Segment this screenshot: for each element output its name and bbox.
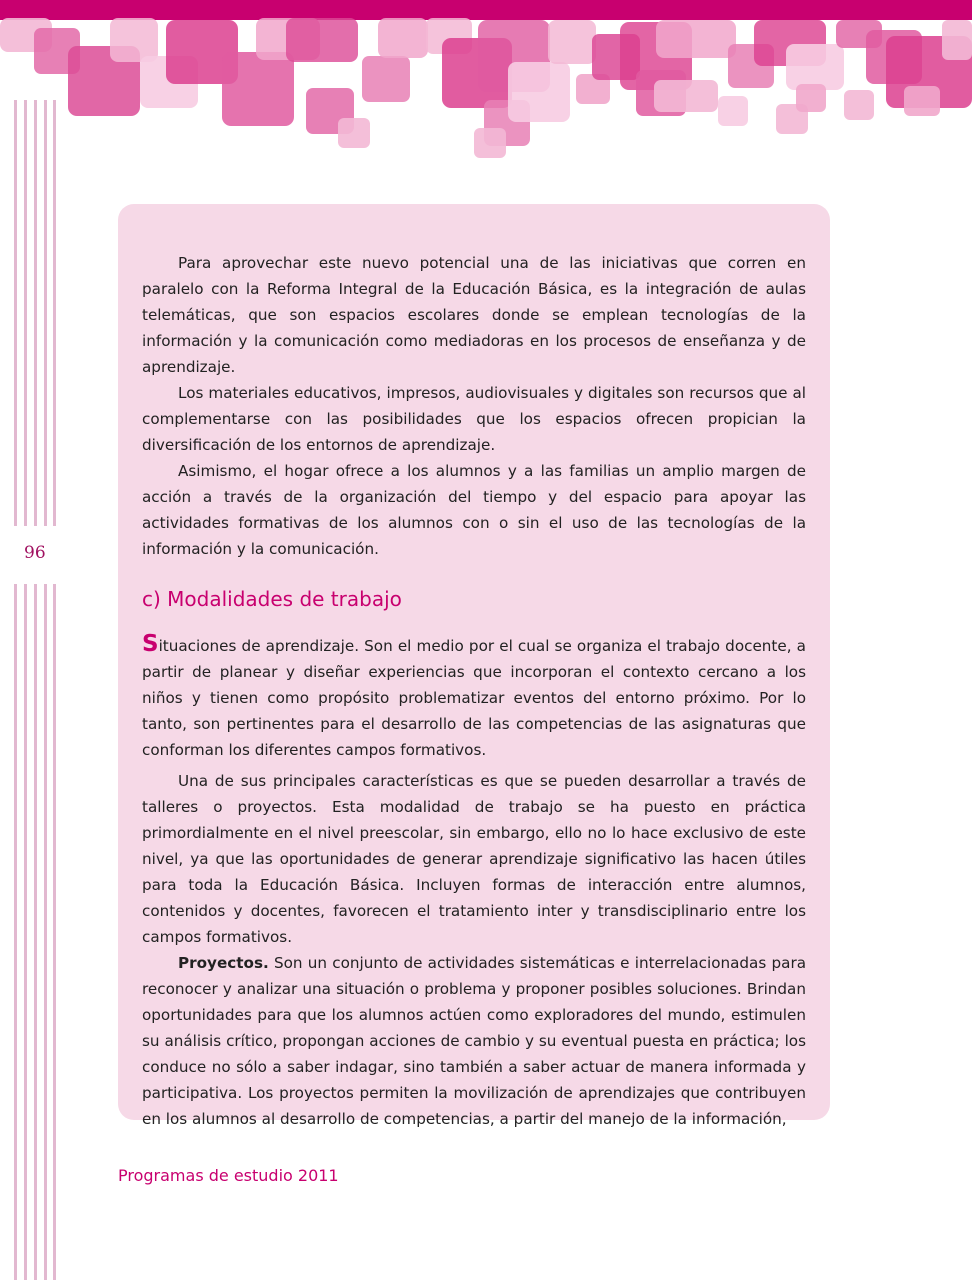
margin-stripe [34, 100, 37, 1280]
paragraph-situaciones-text: ituaciones de aprendizaje. Son el medio por el cual se organiza el trabajo docente, a partir de planear y diseñar experiencias que incorporan el contexto cercano a los niños y tienen como propósito problematizar eventos del entorno próximo. Por lo tanto, son pertinentes para el desarrollo de las competencias de las asignaturas que conforman los diferentes campos formativos. [142, 637, 806, 759]
margin-stripe [14, 100, 17, 1280]
term-proyectos: Proyectos. [178, 954, 269, 972]
paragraph-situaciones [142, 631, 806, 763]
decorative-squares-banner [0, 0, 972, 170]
drop-cap: S [142, 631, 159, 657]
margin-stripe [53, 100, 56, 1280]
margin-stripe [44, 100, 47, 1280]
margin-stripe [24, 100, 27, 1280]
paragraph-hogar: Asimismo, el hogar ofrece a los alumnos y a las familias un amplio margen de acción a través de la organización del tiempo y del espacio para apoyar las actividades formativas de los alumnos con o sin el uso de las tecnologías de la información y la comunicación. [142, 462, 806, 558]
paragraph-aulas-telematicas: Para aprovechar este nuevo potencial una de las iniciativas que corren en paralelo con la Reforma Integral de la Educación Básica, es la integración de aulas telemáticas, que son espacios escolares donde se emplean tecnologías de la información y la comunicación como mediadoras en los procesos de enseñanza y de aprendizaje. [142, 254, 806, 376]
page-number: 96 [24, 543, 46, 563]
left-margin-stripes [14, 100, 58, 1280]
footer-title: Programas de estudio 2011 [118, 1166, 339, 1185]
section-heading: c) Modalidades de trabajo [142, 587, 402, 611]
paragraph-materiales-educativos: Los materiales educativos, impresos, audiovisuales y digitales son recursos que al complementarse con las posibilidades que los espacios ofrecen propician la diversificación de los entornos de aprendizaje. [142, 384, 806, 454]
paragraph-proyectos [142, 950, 806, 1132]
paragraph-proyectos-text: Son un conjunto de actividades sistemáticas e interrelacionadas para reconocer y analizar una situación o problema y proponer posibles soluciones. Brindan oportunidades para que los alumnos actúen como exploradores del mundo, estimulen su análisis crítico, propongan acciones de cambio y su eventual puesta en práctica; los conduce no sólo a saber indagar, sino también a saber actuar de manera informada y participativa. Los proyectos permiten la movilización de aprendizajes que contribuyen en los alumnos al desarrollo de competencias, a partir del manejo de la información, [142, 954, 806, 1128]
paragraph-caracteristicas: Una de sus principales características es que se pueden desarrollar a través de talleres o proyectos. Esta modalidad de trabajo se ha puesto en práctica primordialmente en el nivel preescolar, sin embargo, ello no lo hace exclusivo de este nivel, ya que las oportunidades de generar aprendizaje significativo las hacen útiles para toda la Educación Básica. Incluyen formas de interacción entre alumnos, contenidos y docentes, favorecen el tratamiento inter y transdisciplinario entre los campos formativos. [142, 772, 806, 946]
body-text [142, 250, 806, 1132]
